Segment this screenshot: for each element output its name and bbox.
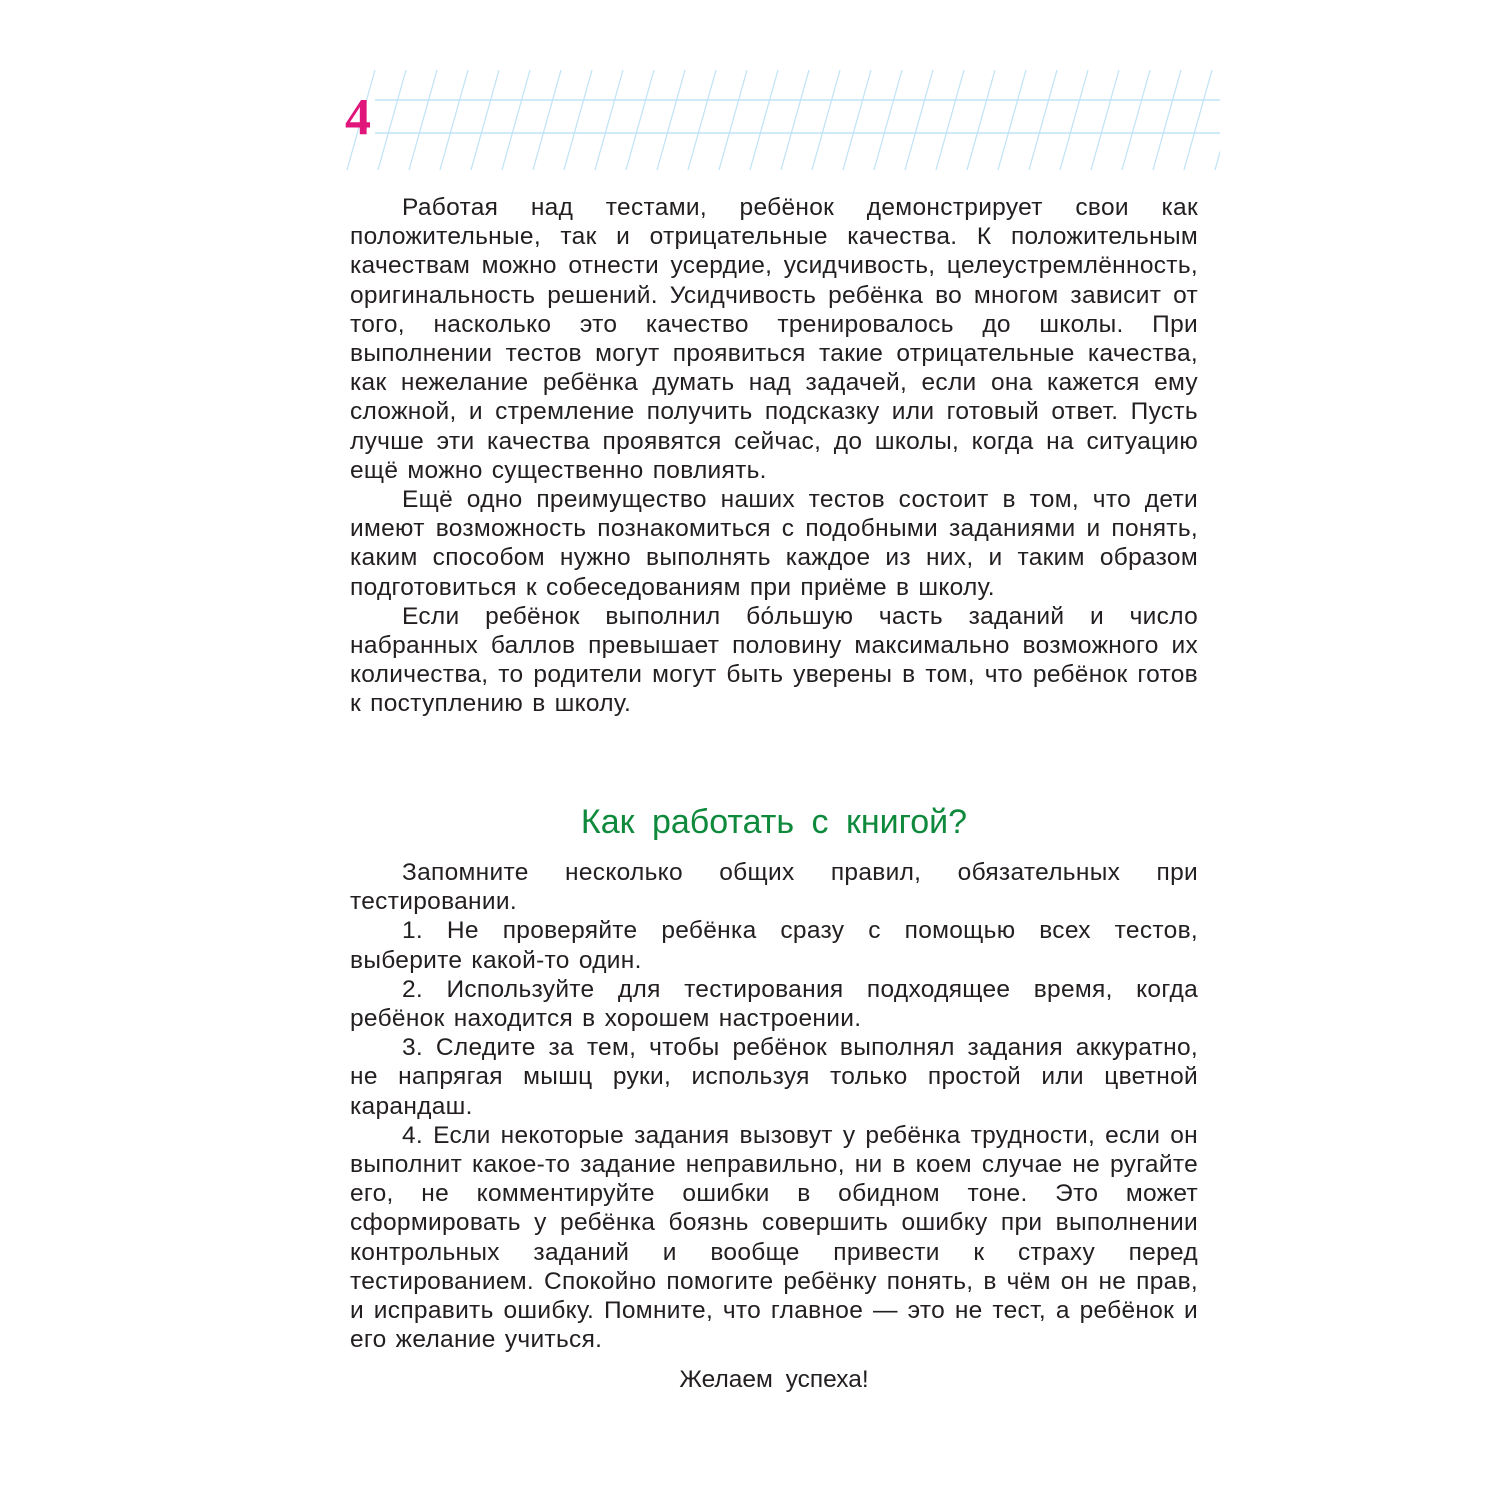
guide-slant [936,70,964,170]
paragraph: Если ребёнок выполнил бо́льшую часть заданий и число набранных баллов превышает половину максимально возможного их количества, то родители могут быть уверены в том, что ребёнок готов к поступлению в школу. [350,602,1198,718]
guide-slant [1029,70,1057,170]
guide-slant [440,70,468,170]
guide-slant [874,70,902,170]
guide-slant [1184,70,1212,170]
guide-slant [998,70,1026,170]
rule-item: 1. Не проверяйте ребёнка сразу с помощью всех тестов, выберите какой-то один. [350,917,1198,974]
rule-item: 2. Используйте для тестирования подходящее время, когда ребёнок находится в хорошем настроении. [350,975,1198,1033]
guide-slant [750,70,778,170]
rule-item: 4. Если некоторые задания вызовут у ребёнка трудности, если он выполнит какое-то задание неправильно, ни в коем случае не ругайте его, не комментируйте ошибки в обидном тоне. Это может сформировать у ребёнка боязнь совершить ошибку при выполнении контрольных заданий и вообще привести к страху перед тестированием. Спокойно помогите ребёнку понять, в чём он не прав, и исправить ошибку. Помните, что главное — это не тест, а ребёнок и его желание учиться. [350,1121,1198,1354]
guide-slant [409,70,437,170]
closing-wish: Желаем успеха! [679,1366,869,1393]
guide-slant [843,70,871,170]
guide-slant [1091,70,1119,170]
guide-slant [564,70,592,170]
guide-slant [905,70,933,170]
guide-slant [1215,70,1220,170]
guide-slant [1122,70,1150,170]
paragraph: Работая над тестами, ребёнок демонстрирует свои как положительные, так и отрицательные качества. К положительным качествам можно отнести усердие, усидчивость, целеустремлённость, оригинальность решений. Усидчивость ребёнка во многом зависит от того, насколько это качество тренировалось до школы. При выполнении тестов могут проявиться такие отрицательные качества, как нежелание ребёнка думать над задачей, если она кажется ему сложной, и стремление получить подсказку или готовый ответ. Пусть лучше эти качества проявятся сейчас, до школы, когда на ситуацию ещё можно существенно повлиять. [350,194,1198,484]
guide-slant [626,70,654,170]
guide-slant [719,70,747,170]
guide-slant [812,70,840,170]
guide-slant [471,70,499,170]
guide-slant [1153,70,1181,170]
guide-slant [688,70,716,170]
page-number: 4 [345,89,371,146]
guide-slant [378,70,406,170]
handwriting-guide-lines [345,70,1220,170]
guide-slant [502,70,530,170]
guide-slant [1060,70,1088,170]
guide-slant [967,70,995,170]
rule-item: 3. Следите за тем, чтобы ребёнок выполнял задания аккуратно, не напрягая мышц руки, используя только простой или цветной карандаш. [350,1034,1198,1120]
rules-text [350,858,1198,1354]
section-title: Как работать с книгой? [580,803,968,841]
paragraph: Ещё одно преимущество наших тестов состоит в том, что дети имеют возможность познакомиться с подобными заданиями и понять, каким способом нужно выполнять каждое из них, и таким образом подготовиться к собеседованиям при приёме в школу. [350,486,1198,601]
paragraph: Запомните несколько общих правил, обязательных при тестировании. [350,859,1198,916]
guide-slant [533,70,561,170]
guide-slant [657,70,685,170]
intro-text [350,193,1198,719]
guide-slant [595,70,623,170]
guide-slant [781,70,809,170]
